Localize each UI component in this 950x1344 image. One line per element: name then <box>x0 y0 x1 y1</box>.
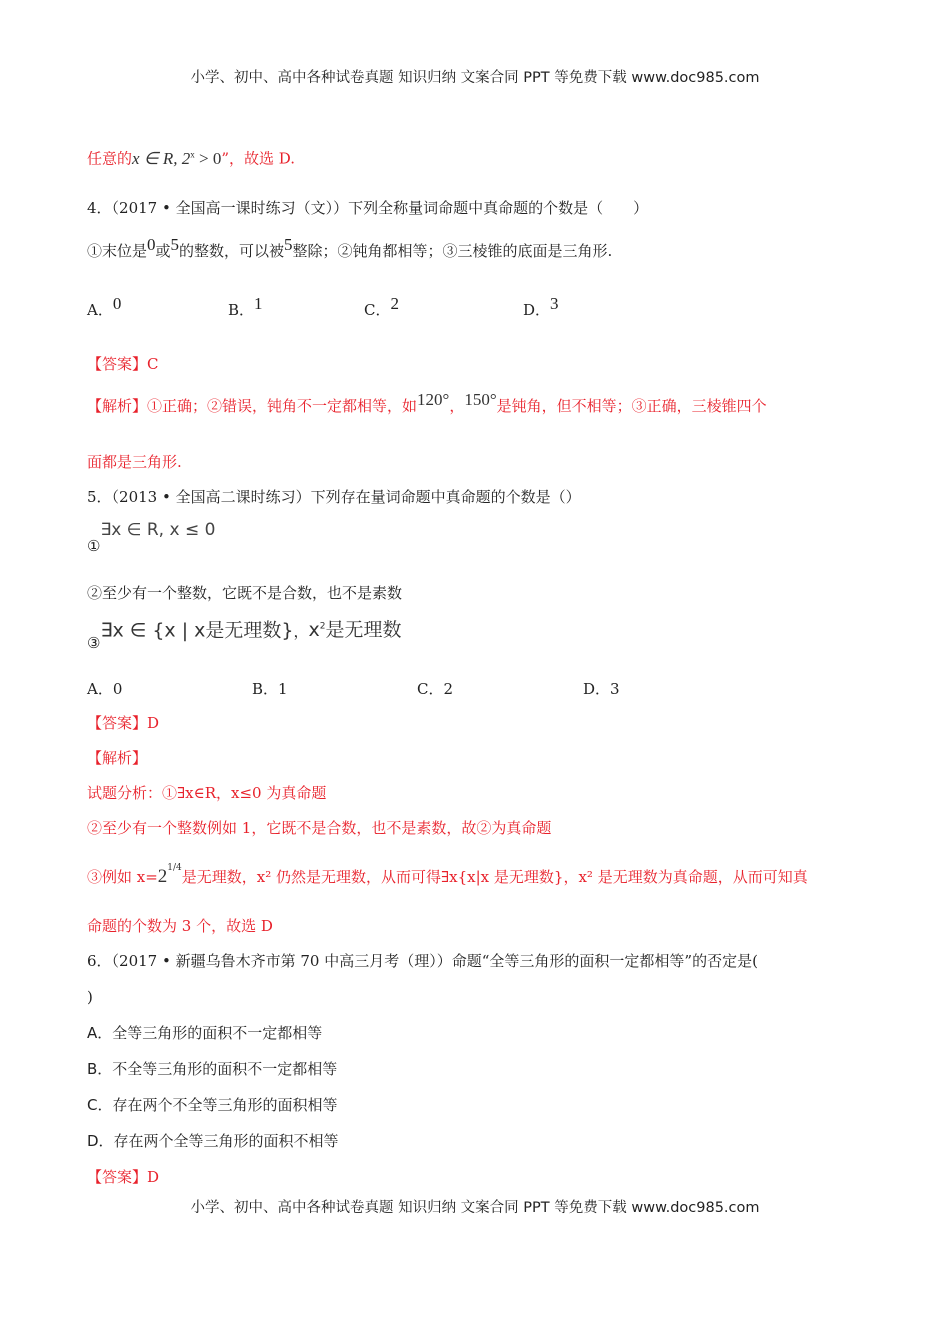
option-value: 3 <box>610 680 620 698</box>
math: 5 <box>170 235 180 254</box>
option-label: B． <box>252 680 279 698</box>
text: 任意的 <box>87 149 133 168</box>
q4-analysis-cont: 面都是三角形. <box>87 453 182 471</box>
q5-analysis-line-3 <box>87 864 808 887</box>
math: 0 <box>147 235 156 254</box>
q4-option-a <box>87 294 121 320</box>
option-value: 1 <box>254 294 263 313</box>
q6-option-d: D．存在两个全等三角形的面积不相等 <box>87 1132 339 1150</box>
q4-answer: 【答案】C <box>87 355 159 373</box>
option-label: C． <box>364 301 391 319</box>
math: 是无理数 <box>325 619 402 642</box>
q6-stem-cont: ) <box>87 988 93 1006</box>
q6-option-c: C．存在两个不全等三角形的面积相等 <box>87 1096 338 1114</box>
text: ③例如 x= <box>87 868 158 886</box>
math: 2 <box>157 866 168 887</box>
math-sup: 2 <box>319 622 326 632</box>
text: 的整数，可以被 <box>179 242 285 260</box>
text: ， <box>449 397 465 415</box>
q5-analysis-label: 【解析】 <box>87 749 148 767</box>
q4-option-c <box>364 294 399 320</box>
q4-option-b <box>228 294 263 320</box>
text: 是无理数，x² 仍然是无理数，从而可得∃x{x|x 是无理数}，x² 是无理数为真命题，从而可知真 <box>181 868 808 886</box>
option-value: 0 <box>112 294 122 313</box>
math-sup: x <box>190 149 195 159</box>
page-footer: 小学、初中、高中各种试卷真题 知识归纳 文案合同 PPT 等免费下载 www.doc985.com <box>190 1200 760 1216</box>
q6-stem: 6．（2017 • 新疆乌鲁木齐市第 70 中高三月考（理））命题“全等三角形的面积一定都相等”的否定是( <box>87 952 758 970</box>
q5-analysis-line-1: 试题分析：①∃x∈R，x≤0 为真命题 <box>87 784 327 802</box>
q5-statement-2: ②至少有一个整数，它既不是合数，也不是素数 <box>87 584 403 602</box>
text: 整除；②钝角都相等；③三棱锥的底面是三角形. <box>292 242 613 260</box>
option-value: 1 <box>278 680 288 698</box>
q5-stem: 5．（2013 • 全国高二课时练习）下列存在量词命题中真命题的个数是（） <box>87 488 581 506</box>
q4-analysis <box>87 390 767 416</box>
text: 或 <box>155 242 171 260</box>
option-label: D． <box>523 301 551 319</box>
option-label: A． <box>87 680 113 698</box>
option-label: D． <box>583 680 611 698</box>
text: 是钝角，但不相等；③正确，三棱锥四个 <box>496 397 767 415</box>
option-label: A． <box>87 301 113 319</box>
q4-option-d <box>523 294 559 320</box>
math: 150° <box>464 390 497 409</box>
previous-analysis-end <box>87 144 295 169</box>
option-label: B． <box>228 301 255 319</box>
analysis-label: 【解析】 <box>87 397 148 415</box>
q5-analysis-line-4: 命题的个数为 3 个，故选 D <box>87 917 273 935</box>
math: x <box>308 619 320 642</box>
q5-option-b <box>252 678 288 699</box>
option-value: 2 <box>443 680 454 698</box>
option-value: 3 <box>550 294 559 313</box>
math: > 0 <box>194 148 222 168</box>
q4-stem: 4．（2017 • 全国高一课时练习（文））下列全称量词命题中真命题的个数是（ ） <box>87 199 649 217</box>
q5-option-a <box>87 678 122 699</box>
text: ”，故选 D. <box>221 149 296 168</box>
q5-statement-1 <box>87 520 216 555</box>
math: ∃x ∈ {x | x是无理数} <box>100 619 294 642</box>
q6-option-a: A．全等三角形的面积不一定都相等 <box>87 1024 323 1042</box>
math: ∃x ∈ R, x ≤ 0 <box>100 520 216 540</box>
math: 5 <box>284 235 293 254</box>
math-exponent: 1/4 <box>167 863 182 873</box>
option-value: 0 <box>112 680 123 698</box>
q5-option-d <box>583 678 620 699</box>
text: ， <box>293 622 309 641</box>
option-value: 2 <box>390 294 399 313</box>
text: ①正确；②错误，钝角不一定都相等，如 <box>147 397 418 415</box>
text: ③ <box>87 634 101 653</box>
option-label: C． <box>417 680 444 698</box>
q6-answer: 【答案】D <box>87 1168 160 1186</box>
text: ①末位是 <box>87 242 148 260</box>
math: 120° <box>417 390 450 409</box>
math: x ∈ R, 2 <box>132 148 191 168</box>
q6-option-b: B．不全等三角形的面积不一定都相等 <box>87 1060 338 1078</box>
text: ① <box>87 537 101 555</box>
page-header: 小学、初中、高中各种试卷真题 知识归纳 文案合同 PPT 等免费下载 www.doc985.com <box>190 70 760 86</box>
q5-answer: 【答案】D <box>87 714 160 732</box>
q5-statement-3 <box>87 617 402 653</box>
q5-option-c <box>417 678 453 699</box>
q5-analysis-line-2: ②至少有一个整数例如 1，它既不是合数，也不是素数，故②为真命题 <box>87 819 552 837</box>
q4-statements <box>87 235 612 261</box>
